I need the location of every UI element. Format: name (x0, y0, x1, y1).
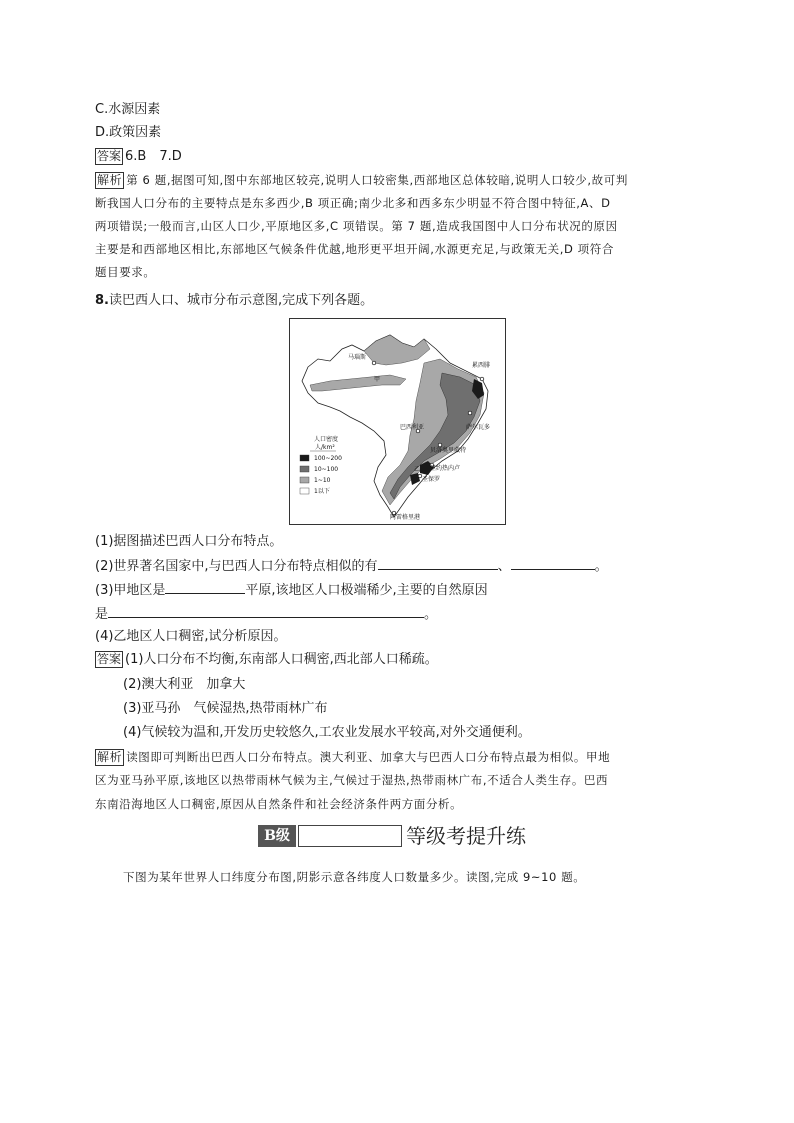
level-b-title: 等级考提升练 (406, 824, 526, 848)
map-legend (300, 435, 342, 495)
svg-text:人/km²: 人/km² (315, 444, 335, 451)
city-label: 里约热内卢 (430, 465, 461, 472)
analysis-tag: 解析 (97, 750, 123, 764)
analysis-line: 东南沿海地区人口稠密,原因从自然条件和社会经济条件两方面分析。 (95, 797, 463, 811)
sub-question-1: (1)据图描述巴西人口分布特点。 (95, 534, 283, 549)
answer-text: (3)亚马孙 气候湿热,热带雨林广布 (123, 701, 328, 716)
analysis-line: 区为亚马孙平原,该地区以热带雨林气候为主,气候过于湿热,热带雨林广布,不适合人类生存。巴西 (95, 773, 609, 787)
answer-row-8 (95, 651, 438, 669)
svg-text:1以下: 1以下 (314, 488, 330, 495)
answer-blank[interactable] (378, 556, 498, 570)
answer-tag: 答案 (97, 652, 122, 666)
analysis-text: 读图即可判断出巴西人口分布特点。澳大利亚、加拿大与巴西人口分布特点最为相似。甲地 (126, 750, 611, 764)
question-8-stem (95, 292, 373, 310)
question-text: 读巴西人口、城市分布示意图,完成下列各题。 (108, 293, 374, 308)
answer-text: (4)气候较为温和,开发历史较悠久,工农业发展水平较高,对外交通便利。 (123, 725, 531, 740)
analysis-tag: 解析 (97, 173, 123, 187)
answer-row-6-7 (95, 148, 182, 166)
city-label: 巴西利亚 (400, 424, 425, 431)
analysis-text: 第 6 题,据图可知,图中东部地区较亮,说明人口较密集,西部地区总体较暗,说明人口较少,故可判 (126, 173, 628, 187)
analysis-line: 断我国人口分布的主要特点是东多西少,B 项正确;南少北多和西多东少明显不符合图中特征,A、D (95, 196, 611, 210)
svg-text:人口密度: 人口密度 (314, 436, 339, 443)
answer-blank[interactable] (511, 556, 595, 570)
level-b-badge: B级 (258, 825, 296, 847)
city-label: 阿雷格里港 (390, 514, 421, 521)
svg-text:1~10: 1~10 (314, 477, 331, 484)
answer-blank[interactable] (165, 580, 245, 594)
answer-text: (1)人口分布不均衡,东南部人口稠密,西北部人口稀疏。 (125, 652, 438, 667)
level-b-bar (298, 825, 402, 847)
analysis-line (95, 748, 610, 766)
question-number: 8. (95, 293, 109, 308)
region-label-yi: 乙 (414, 466, 421, 473)
sub-question-3: (3)甲地区是 平原,该地区人口极端稀少,主要的自然原因 (95, 580, 488, 600)
svg-text:100~200: 100~200 (314, 455, 342, 462)
answer-tag: 答案 (97, 149, 122, 163)
city-label: 马瑙斯 (348, 354, 367, 361)
analysis-line: 主要是和西部地区相比,东部地区气候条件优越,地形更平坦开阔,水源更充足,与政策无关,D 项符合 (95, 242, 614, 256)
city-label: 累西腓 (472, 362, 491, 369)
analysis-line: 两项错误;一般而言,山区人口少,平原地区多,C 项错误。第 7 题,造成我国图中人口分布状况的原因 (95, 219, 618, 233)
city-label: 萨尔瓦多 (466, 424, 491, 431)
city-label: 圣保罗 (422, 476, 441, 483)
intro-9-10: 下图为某年世界人口纬度分布图,阴影示意各纬度人口数量多少。读图,完成 9~10 题。 (123, 870, 586, 884)
analysis-line: 题目要求。 (95, 265, 156, 279)
sub-question-3-cont: 是 。 (95, 604, 437, 624)
answer-blank[interactable] (108, 604, 424, 618)
answer-text: 6.B 7.D (125, 149, 182, 164)
answer-text: (2)澳大利亚 加拿大 (123, 677, 246, 692)
city-label: 贝洛奥里藏特 (430, 447, 467, 454)
region-label-jia: 甲 (374, 376, 381, 383)
svg-text:10~100: 10~100 (314, 466, 339, 473)
option-d: D.政策因素 (95, 125, 162, 140)
option-c: C.水源因素 (95, 102, 161, 117)
analysis-line (95, 171, 628, 189)
sub-question-4: (4)乙地区人口稠密,试分析原因。 (95, 629, 287, 644)
brazil-population-map (289, 318, 506, 525)
sub-question-2: (2)世界著名国家中,与巴西人口分布特点相似的有 、 。 (95, 556, 608, 576)
